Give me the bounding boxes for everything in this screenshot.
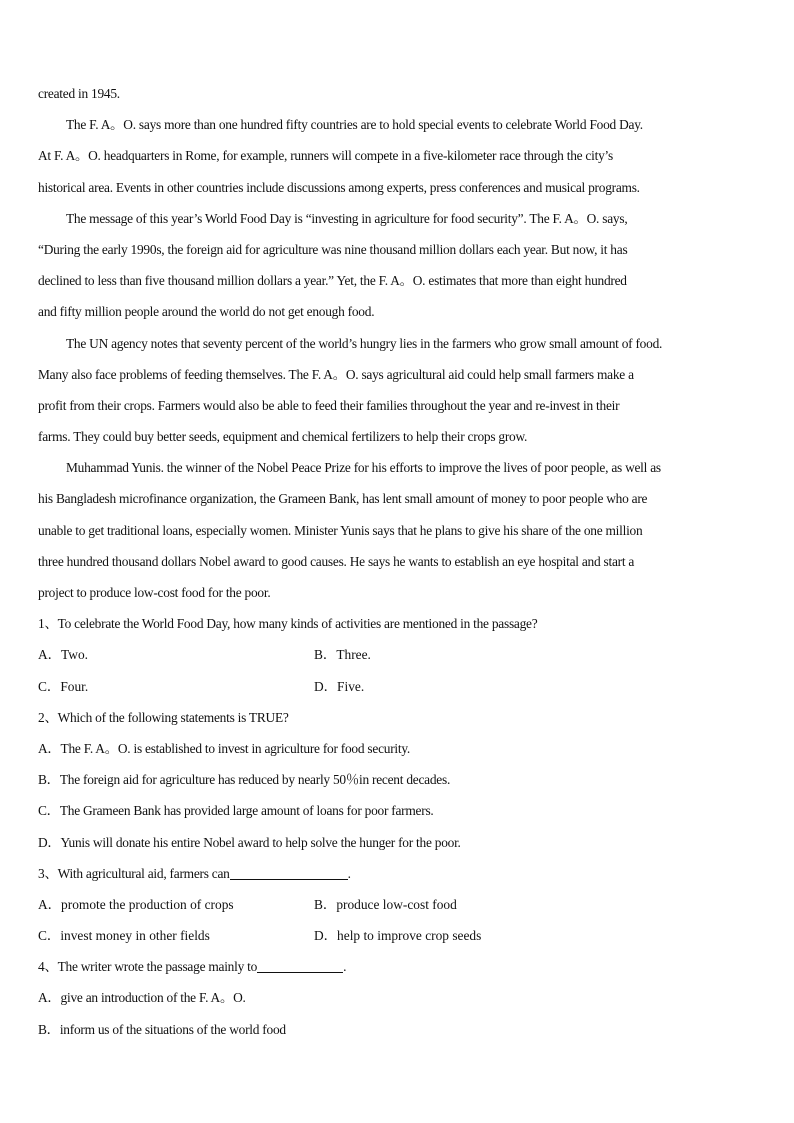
question-stem-end: . [343, 959, 347, 975]
option-a[interactable]: A．Two. [38, 647, 89, 663]
exam-page [38, 78, 762, 1045]
question-stem: 2、Which of the following statements is TRUE? [38, 709, 289, 725]
passage-line: three hundred thousand dollars Nobel award to good causes. He says he wants to establish an eye hospital and start a [38, 553, 635, 569]
option-c[interactable]: C．Four. [38, 678, 89, 694]
passage-line: and fifty million people around the world do not get enough food. [38, 304, 375, 320]
answer-blank[interactable] [257, 958, 343, 973]
option-c[interactable]: C．invest money in other fields [38, 928, 210, 944]
option-row [38, 889, 762, 920]
question-stem [38, 951, 762, 982]
question-stem: 1、To celebrate the World Food Day, how many kinds of activities are mentioned in the passage? [38, 616, 538, 632]
option-c[interactable]: C．The Grameen Bank has provided large amount of loans for poor farmers. [38, 803, 434, 819]
passage-line: At F. A。O. headquarters in Rome, for example, runners will compete in a five-kilometer race through the city’s [38, 148, 613, 164]
question-1 [38, 608, 762, 702]
passage-line: unable to get traditional loans, especially women. Minister Yunis says that he plans to give his share of the one million [38, 522, 643, 538]
option-d[interactable]: D．Five. [314, 678, 365, 694]
option-a[interactable]: A．promote the production of crops [38, 896, 234, 912]
passage-line: Many also face problems of feeding themselves. The F. A。O. says agricultural aid could help small farmers make a [38, 366, 634, 382]
option-b[interactable]: B．Three. [314, 647, 371, 663]
option-a[interactable]: A．give an introduction of the F. A。O. [38, 990, 246, 1006]
reading-passage [38, 78, 762, 608]
passage-line: Muhammad Yunis. the winner of the Nobel Peace Prize for his efforts to improve the lives of poor people, as well as [66, 460, 661, 476]
answer-blank[interactable] [230, 865, 348, 880]
question-stem [38, 858, 762, 889]
question-stem-text: 3、With agricultural aid, farmers can [38, 865, 230, 881]
option-b[interactable]: B．inform us of the situations of the world food [38, 1021, 286, 1037]
passage-line: “During the early 1990s, the foreign aid for agriculture was nine thousand million dollars each year. But now, it has [38, 241, 628, 257]
option-d[interactable]: D．help to improve crop seeds [314, 928, 482, 944]
passage-line: project to produce low-cost food for the poor. [38, 585, 271, 600]
option-a[interactable]: A．The F. A。O. is established to invest in agriculture for food security. [38, 740, 411, 756]
passage-line: The F. A。O. says more than one hundred fifty countries are to hold special events to celebrate World Food Day. [66, 117, 643, 133]
passage-line: declined to less than five thousand million dollars a year.” Yet, the F. A。O. estimates that more than eight hundred [38, 273, 627, 289]
passage-line: created in 1945. [38, 86, 120, 101]
passage-line: farms. They could buy better seeds, equipment and chemical fertilizers to help their crops grow. [38, 429, 528, 445]
option-b[interactable]: B．The foreign aid for agriculture has reduced by nearly 50％in recent decades. [38, 772, 451, 788]
option-row [38, 639, 762, 670]
question-stem-text: 4、The writer wrote the passage mainly to [38, 959, 258, 975]
option-b[interactable]: B．produce low-cost food [314, 896, 457, 912]
option-row [38, 920, 762, 951]
passage-line: The message of this year’s World Food Day is “investing in agriculture for food security”. The F. A。O. says, [66, 210, 628, 226]
question-2 [38, 702, 762, 858]
passage-line: historical area. Events in other countries include discussions among experts, press conferences and musical programs. [38, 179, 640, 195]
option-d[interactable]: D．Yunis will donate his entire Nobel award to help solve the hunger for the poor. [38, 834, 461, 850]
passage-line: The UN agency notes that seventy percent of the world’s hungry lies in the farmers who grow small amount of food. [66, 335, 663, 351]
question-3 [38, 858, 762, 952]
passage-line: profit from their crops. Farmers would also be able to feed their families throughout the year and re-invest in their [38, 397, 620, 413]
question-4 [38, 951, 762, 1045]
option-row [38, 671, 762, 702]
question-stem-end: . [347, 865, 351, 881]
passage-line: his Bangladesh microfinance organization, the Grameen Bank, has lent small amount of money to poor people who are [38, 491, 648, 507]
